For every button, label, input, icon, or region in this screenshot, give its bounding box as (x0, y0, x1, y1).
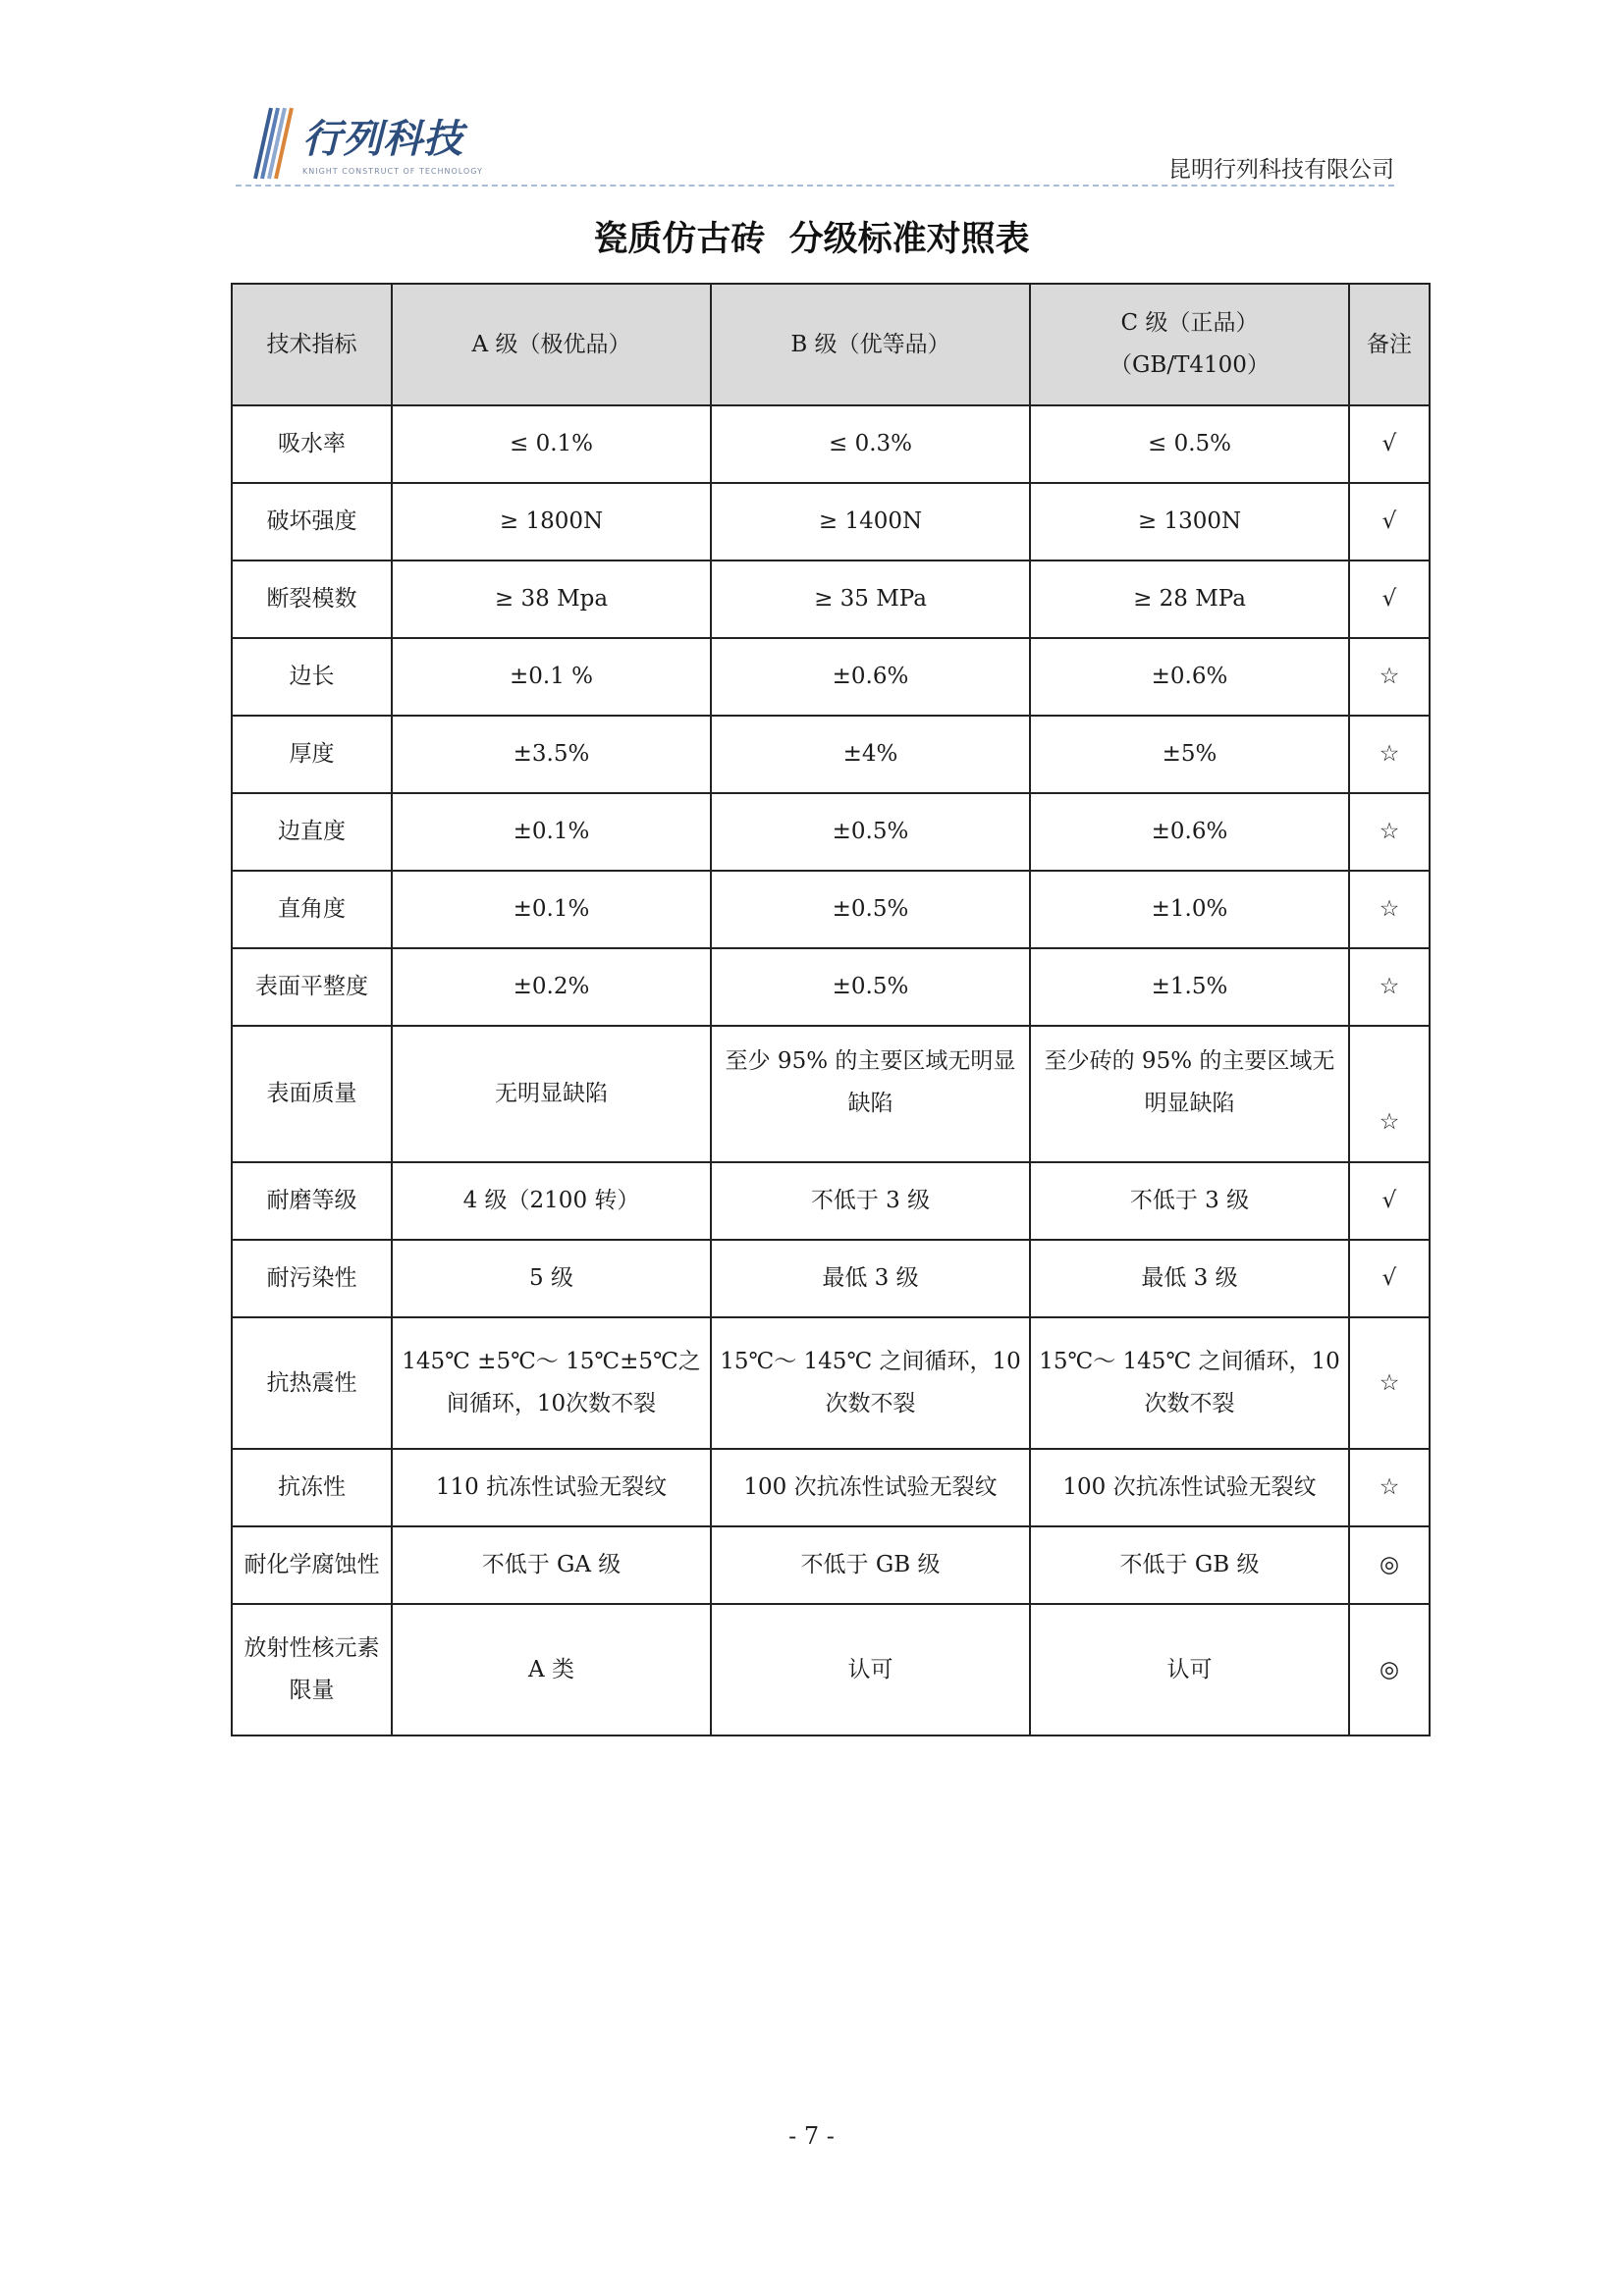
logo-stripes-icon (242, 104, 302, 183)
cell-grade-b: ≤ 0.3% (711, 405, 1030, 483)
page-header (236, 98, 1394, 192)
cell-grade-a: 4 级（2100 转） (392, 1162, 711, 1240)
check-mark-icon: √ (1349, 405, 1430, 483)
cell-indicator: 表面平整度 (232, 948, 392, 1026)
document-title: 瓷质仿古砖 分级标准对照表 (593, 219, 1030, 259)
cell-grade-b: 15℃～ 145℃ 之间循环，10 次数不裂 (711, 1317, 1030, 1449)
table-row (232, 1317, 1430, 1449)
cell-grade-c: 100 次抗冻性试验无裂纹 (1030, 1449, 1349, 1526)
cell-grade-a: ±0.1% (392, 793, 711, 871)
cell-indicator: 表面质量 (232, 1026, 392, 1162)
cell-grade-b: ±0.5% (711, 793, 1030, 871)
logo-subtext: KNIGHT CONSTRUCT OF TECHNOLOGY (302, 167, 483, 176)
check-mark-icon: √ (1349, 483, 1430, 561)
star-icon: ☆ (1349, 1026, 1430, 1162)
cell-indicator: 放射性核元素限量 (232, 1604, 392, 1735)
cell-grade-b: 至少 95% 的主要区域无明显缺陷 (711, 1026, 1030, 1162)
cell-grade-a: 145℃ ±5℃～ 15℃±5℃之间循环，10次数不裂 (392, 1317, 711, 1449)
cell-grade-a: 5 级 (392, 1240, 711, 1317)
table-row (232, 1026, 1430, 1162)
table-row (232, 1604, 1430, 1735)
cell-indicator: 耐污染性 (232, 1240, 392, 1317)
cell-grade-c: 不低于 3 级 (1030, 1162, 1349, 1240)
table-row (232, 871, 1430, 948)
cell-indicator: 边直度 (232, 793, 392, 871)
cell-grade-c: 不低于 GB 级 (1030, 1526, 1349, 1604)
star-icon: ☆ (1349, 1317, 1430, 1449)
page-number: - 7 - (788, 2122, 835, 2150)
table-row (232, 716, 1430, 793)
header-grade-a: A 级（极优品） (392, 284, 711, 405)
cell-indicator: 吸水率 (232, 405, 392, 483)
grading-standard-table (231, 283, 1431, 1736)
header-divider (236, 185, 1394, 187)
company-name: 昆明行列科技有限公司 (1168, 157, 1394, 183)
check-mark-icon: √ (1349, 1240, 1430, 1317)
cell-grade-a: ≥ 38 Mpa (392, 561, 711, 638)
cell-grade-c: ±0.6% (1030, 638, 1349, 716)
cell-grade-b: ≥ 35 MPa (711, 561, 1030, 638)
cell-grade-b: ±4% (711, 716, 1030, 793)
table-row (232, 1162, 1430, 1240)
cell-grade-b: ±0.5% (711, 948, 1030, 1026)
cell-grade-c: ≥ 28 MPa (1030, 561, 1349, 638)
star-icon: ☆ (1349, 871, 1430, 948)
cell-grade-b: ±0.5% (711, 871, 1030, 948)
table-row (232, 1449, 1430, 1526)
cell-indicator: 断裂模数 (232, 561, 392, 638)
cell-grade-a: 不低于 GA 级 (392, 1526, 711, 1604)
cell-grade-b: 不低于 GB 级 (711, 1526, 1030, 1604)
cell-grade-b: 认可 (711, 1604, 1030, 1735)
table-row (232, 405, 1430, 483)
cell-indicator: 耐磨等级 (232, 1162, 392, 1240)
cell-grade-a: ±0.1 % (392, 638, 711, 716)
cell-grade-a: ±3.5% (392, 716, 711, 793)
check-mark-icon: √ (1349, 1162, 1430, 1240)
cell-grade-a: ≥ 1800N (392, 483, 711, 561)
cell-grade-c: ≤ 0.5% (1030, 405, 1349, 483)
table-row (232, 638, 1430, 716)
table-header-row (232, 284, 1430, 405)
star-icon: ☆ (1349, 948, 1430, 1026)
table-row (232, 793, 1430, 871)
cell-grade-b: 最低 3 级 (711, 1240, 1030, 1317)
header-indicator: 技术指标 (232, 284, 392, 405)
cell-grade-c: 最低 3 级 (1030, 1240, 1349, 1317)
cell-indicator: 破坏强度 (232, 483, 392, 561)
company-logo (242, 104, 516, 183)
cell-indicator: 直角度 (232, 871, 392, 948)
table-row (232, 1526, 1430, 1604)
cell-indicator: 边长 (232, 638, 392, 716)
cell-grade-a: ±0.1% (392, 871, 711, 948)
header-grade-b: B 级（优等品） (711, 284, 1030, 405)
header-grade-c-line2: （GB/T4100） (1109, 352, 1270, 378)
cell-grade-c: ±1.0% (1030, 871, 1349, 948)
header-grade-c-line1: C 级（正品） (1120, 310, 1259, 337)
cell-grade-c: 至少砖的 95% 的主要区域无明显缺陷 (1030, 1026, 1349, 1162)
cell-grade-c: 认可 (1030, 1604, 1349, 1735)
header-grade-c (1030, 284, 1349, 405)
cell-grade-a: 110 抗冻性试验无裂纹 (392, 1449, 711, 1526)
check-mark-icon: √ (1349, 561, 1430, 638)
cell-grade-c: ≥ 1300N (1030, 483, 1349, 561)
header-note: 备注 (1349, 284, 1430, 405)
cell-grade-b: ≥ 1400N (711, 483, 1030, 561)
logo-text: 行列科技 (302, 117, 463, 162)
star-icon: ☆ (1349, 638, 1430, 716)
cell-indicator: 耐化学腐蚀性 (232, 1526, 392, 1604)
cell-grade-a: ≤ 0.1% (392, 405, 711, 483)
star-icon: ☆ (1349, 716, 1430, 793)
cell-grade-c: ±0.6% (1030, 793, 1349, 871)
cell-grade-c: 15℃～ 145℃ 之间循环，10 次数不裂 (1030, 1317, 1349, 1449)
cell-grade-a: ±0.2% (392, 948, 711, 1026)
cell-grade-b: ±0.6% (711, 638, 1030, 716)
table-row (232, 483, 1430, 561)
cell-grade-b: 100 次抗冻性试验无裂纹 (711, 1449, 1030, 1526)
cell-grade-a: A 类 (392, 1604, 711, 1735)
table-row (232, 561, 1430, 638)
bullseye-icon: ◎ (1349, 1604, 1430, 1735)
cell-grade-b: 不低于 3 级 (711, 1162, 1030, 1240)
table-row (232, 948, 1430, 1026)
star-icon: ☆ (1349, 1449, 1430, 1526)
cell-indicator: 抗冻性 (232, 1449, 392, 1526)
cell-indicator: 厚度 (232, 716, 392, 793)
table-row (232, 1240, 1430, 1317)
cell-indicator: 抗热震性 (232, 1317, 392, 1449)
cell-grade-a: 无明显缺陷 (392, 1026, 711, 1162)
star-icon: ☆ (1349, 793, 1430, 871)
cell-grade-c: ±1.5% (1030, 948, 1349, 1026)
cell-grade-c: ±5% (1030, 716, 1349, 793)
bullseye-icon: ◎ (1349, 1526, 1430, 1604)
